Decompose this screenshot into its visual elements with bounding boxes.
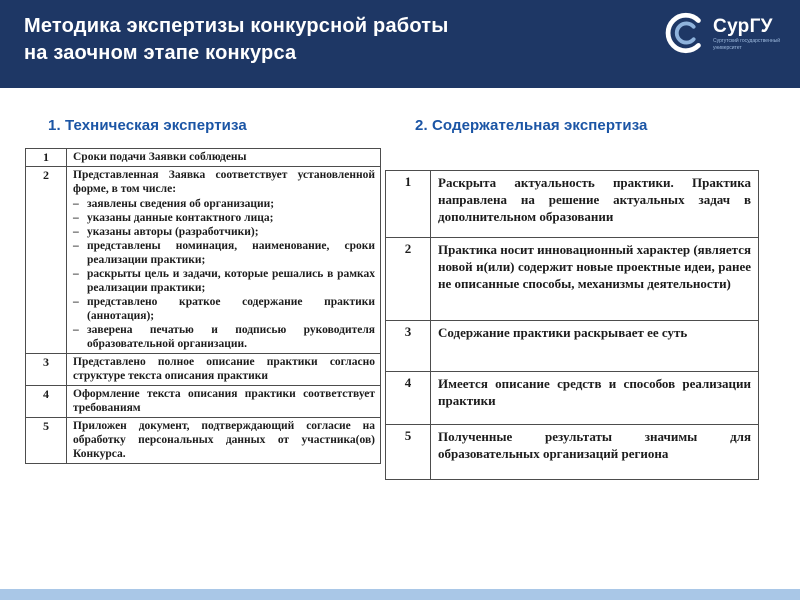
row-criterion-text: Имеется описание средств и способов реализации практики [431,372,759,425]
row-number: 5 [386,425,431,480]
table-row [26,354,381,386]
row-criterion-text: Сроки подачи Заявки соблюдены [67,149,381,167]
row-subitem: – указаны данные контактного лица; [73,212,274,225]
row-subitem-list [73,197,375,351]
row-number: 2 [26,167,67,354]
logo-subtext-line2: университет [713,45,742,51]
table-row [26,167,381,354]
row-number: 4 [386,372,431,425]
table-row [386,238,759,321]
table-row [386,372,759,425]
row-subitem: – указаны авторы (разработчики); [73,226,259,239]
row-criterion-text: Раскрыта актуальность практики. Практика направлена на решение актуальных задач в дополнительном образовании [431,171,759,238]
bottom-accent-bar [0,589,800,600]
logo-text [713,10,780,52]
row-criterion-text: Содержание практики раскрывает ее суть [431,321,759,372]
row-subitem: – раскрыты цель и задачи, которые решались в рамках реализации практики; [73,268,375,295]
section-heading-content: 2. Содержательная экспертиза [415,117,648,134]
table-row [386,425,759,480]
row-subitem: – заверена печатью и подписью руководителя образовательной организации. [73,324,375,351]
row-subitem: – представлено краткое содержание практики (аннотация); [73,296,375,323]
row-criterion-text: Представлено полное описание практики согласно структуре текста описания практики [67,354,381,386]
row-number: 3 [386,321,431,372]
row-criterion-text: Представленная Заявка соответствует установленной форме, в том числе: – заявлены сведения об организации; – указаны данные контактного лица; – указаны авторы (разработчики); – представлены номинация, наименование, сроки реализации практики; – раскрыты цель и задачи, которые решались в рамках реализации практики; – представлено краткое содержание практики (аннотация); – заверена печатью и подписью руководителя образовательной организации. [67,167,381,354]
table-row [26,386,381,418]
technical-expertise-table [25,148,381,464]
slide-title [24,13,449,67]
table-row [386,321,759,372]
row-criterion-text: Приложен документ, подтверждающий согласие на обработку персональных данных от участника(ов) Конкурса. [67,418,381,464]
slide-title-line2: на заочном этапе конкурса [24,42,297,64]
slide-title-line1: Методика экспертизы конкурсной работы [24,15,449,37]
row-number: 4 [26,386,67,418]
row-number: 2 [386,238,431,321]
logo-name: СурГУ [713,16,773,37]
content-expertise-table [385,170,759,480]
table-row [386,171,759,238]
slide-header [0,0,800,88]
table-row [26,149,381,167]
surgu-logo-icon [662,10,708,56]
row-number: 5 [26,418,67,464]
row-number: 1 [386,171,431,238]
row-criterion-text: Оформление текста описания практики соответствует требованиям [67,386,381,418]
row-subitem: – представлены номинация, наименование, сроки реализации практики; [73,240,375,267]
row-criterion-text: Полученные результаты значимы для образовательных организаций региона [431,425,759,480]
section-heading-technical: 1. Техническая экспертиза [48,117,247,134]
row-subitem: – заявлены сведения об организации; [73,198,275,211]
row-number: 1 [26,149,67,167]
university-logo [662,10,780,56]
row-number: 3 [26,354,67,386]
row-criterion-text: Практика носит инновационный характер (является новой и(или) содержит новые проектные идеи, ранее не описанные способы, механизмы деятельности) [431,238,759,321]
logo-subtext-line1: Сургутский государственный [713,38,780,44]
table-row [26,418,381,464]
